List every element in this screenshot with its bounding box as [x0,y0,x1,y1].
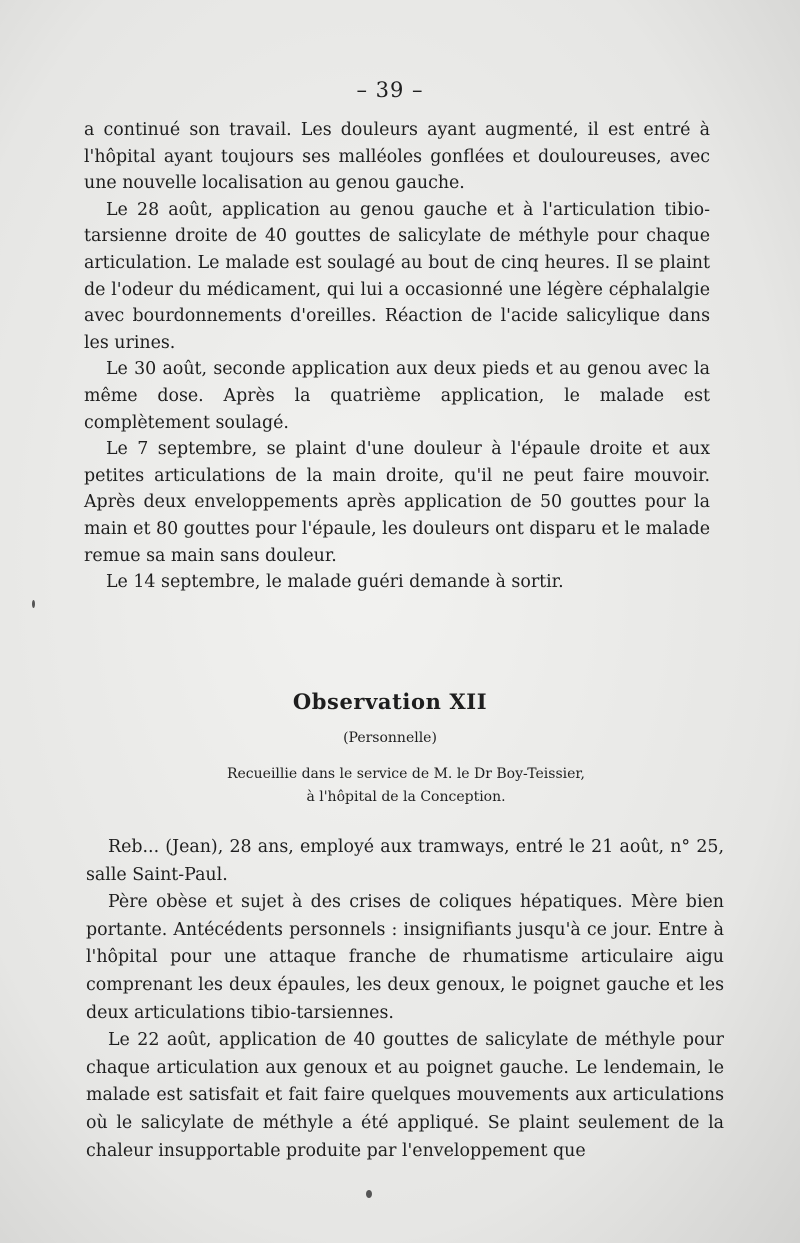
paragraph: Père obèse et sujet à des crises de coliques hépatiques. Mère bien portante. Antécédents personnels : insignifiants jusqu'à ce jour. Entre à l'hôpital pour une attaque franche de rhumatisme articulaire aigu comprenant les deux épaules, les deux genoux, le poignet gauche et les deux articulations tibio-tarsiennes. [86,892,724,1023]
paragraph: Le 28 août, application au genou gauche et à l'articulation tibio-tarsienne droite de 40 gouttes de salicylate de méthyle pour chaque articulation. Le malade est soulagé au bout de cinq heures. Il se plaint de l'odeur du médicament, qui lui a occasionné une légère céphalalgie avec bourdonnements d'oreilles. Réaction de l'acide salicylique dans les urines. [84,199,710,353]
paragraph: a continué son travail. Les douleurs ayant augmenté, il est entré à l'hôpital ayant toujours ses malléoles gonflées et douloureuses, avec une nouvelle localisation au genou gauche. [84,120,710,194]
page-number: – 39 – [356,78,424,102]
paragraph: Le 7 septembre, se plaint d'une douleur à l'épaule droite et aux petites articulations de la main droite, qu'il ne peut faire mouvoir. Après deux enveloppements après application de 50 gouttes pour la main et 80 gouttes pour l'épaule, les douleurs ont disparu et le malade remue sa main sans douleur. [84,439,710,566]
observation-source [0,763,800,809]
observation-subtitle: (Personnelle) [343,730,437,746]
paragraph: Le 22 août, application de 40 gouttes de salicylate de méthyle pour chaque articulation aux genoux et au poignet gauche. Le lendemain, le malade est satisfait et fait faire quelques mouvements aux articulations où le salicylate de méthyle a été appliqué. Se plaint seulement de la chaleur insupportable produite par l'enveloppement que [86,1030,724,1161]
observation-text [86,834,724,1165]
paragraph: Le 14 septembre, le malade guéri demande à sortir. [106,572,564,593]
ink-speck [32,600,35,608]
paragraph: Le 30 août, seconde application aux deux pieds et au genou avec la même dose. Après la quatrième application, le malade est complètement soulagé. [84,359,710,433]
source-line: Recueillie dans le service de M. le Dr Boy-Teissier, [226,766,586,782]
continuation-text [84,117,710,596]
observation-title: Observation XII [292,689,488,714]
ink-speck [366,1190,372,1198]
paragraph: Reb... (Jean), 28 ans, employé aux tramways, entré le 21 août, n° 25, salle Saint-Paul. [86,837,724,885]
source-line: à l'hôpital de la Conception. [306,789,506,805]
